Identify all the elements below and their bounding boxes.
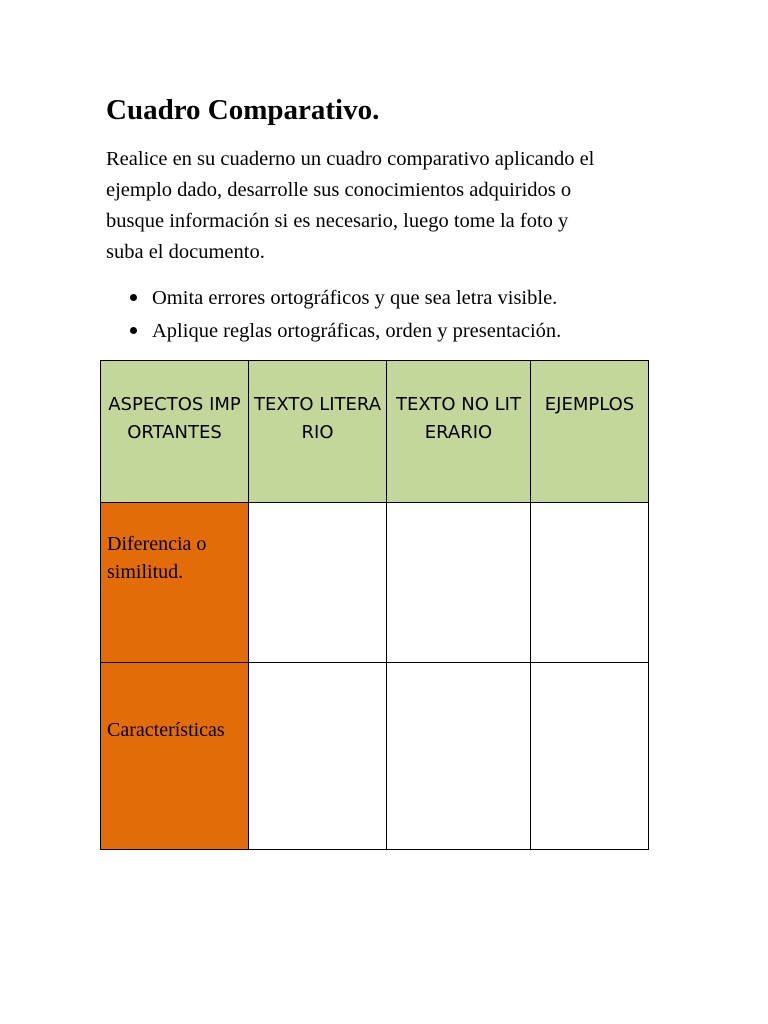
bullet-icon <box>130 294 137 301</box>
table-cell <box>249 663 387 850</box>
instructions-paragraph <box>106 144 666 268</box>
instructions-line-2: ejemplo dado, desarrolle sus conocimientos adquiridos o <box>106 179 572 201</box>
row-label-diferencia: Diferencia o similitud. <box>101 503 249 663</box>
list-item <box>106 282 561 315</box>
rule-text: Aplique reglas ortográficas, orden y presentación. <box>152 320 562 342</box>
instructions-line-4: suba el documento. <box>106 241 265 263</box>
header-aspectos: ASPECTOS IMPORTANTES <box>101 361 249 503</box>
bullet-icon <box>130 327 137 334</box>
list-item <box>106 315 561 348</box>
table-row <box>101 663 649 850</box>
comparison-table <box>100 360 649 850</box>
table-cell <box>387 503 531 663</box>
header-texto-no-literario: TEXTO NO LITERARIO <box>387 361 531 503</box>
table-cell <box>249 503 387 663</box>
table-header-row <box>101 361 649 503</box>
instructions-line-1: Realice en su cuaderno un cuadro comparativo aplicando el <box>106 148 595 170</box>
table-cell <box>387 663 531 850</box>
page-title: Cuadro Comparativo. <box>106 94 380 126</box>
rules-list <box>106 282 561 348</box>
header-ejemplos: EJEMPLOS <box>531 361 649 503</box>
header-texto-literario: TEXTO LITERARIO <box>249 361 387 503</box>
row-label-caracteristicas: Características <box>101 663 249 850</box>
instructions-line-3: busque información si es necesario, luego tome la foto y <box>106 210 569 232</box>
table-cell <box>531 503 649 663</box>
rule-text: Omita errores ortográficos y que sea letra visible. <box>152 287 558 309</box>
table-cell <box>531 663 649 850</box>
table-row <box>101 503 649 663</box>
